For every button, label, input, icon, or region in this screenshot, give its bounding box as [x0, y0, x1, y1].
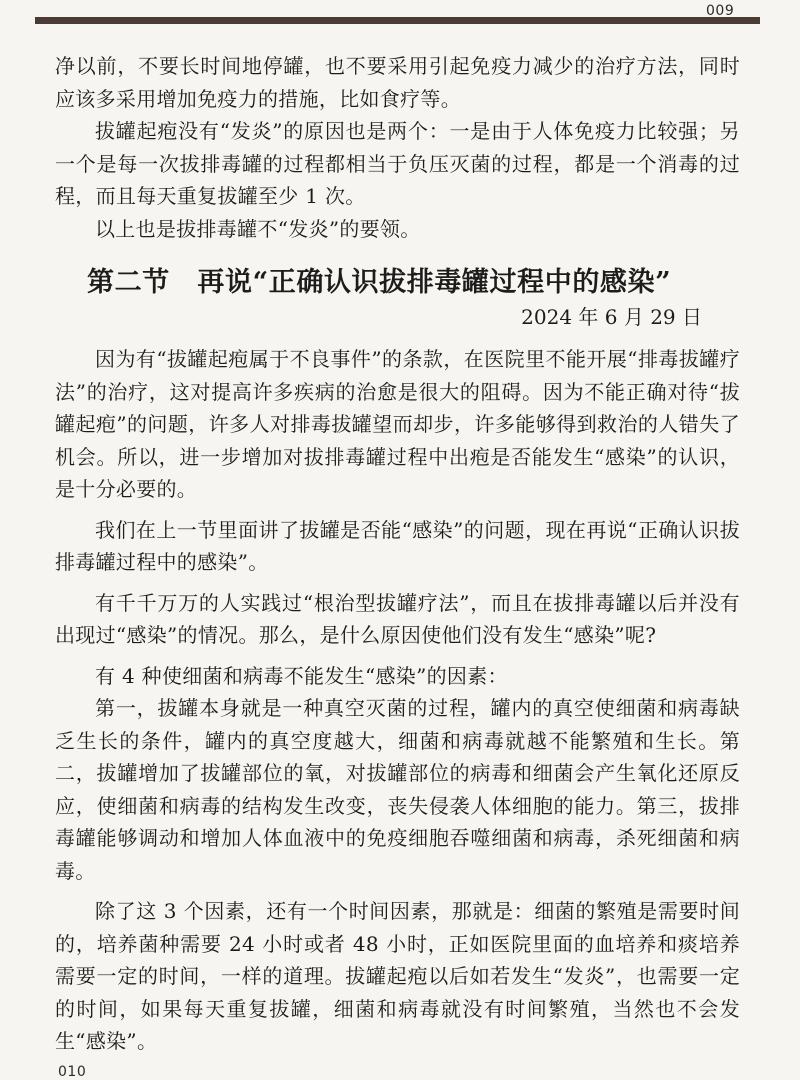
- section-title: 第二节 再说“正确认识拔排毒罐过程中的感染”: [87, 267, 672, 298]
- paragraph: 有千千万万的人实践过“根治型拔罐疗法”，而且在拔排毒罐以后并没有出现过“感染”的情况。那么，是什么原因使他们没有发生“感染”呢?: [55, 590, 740, 647]
- page-number-top: 009: [706, 3, 735, 19]
- paragraph: 第一，拔罐本身就是一种真空灭菌的过程，罐内的真空使细菌和病毒缺乏生长的条件，罐内的真空度越大，细菌和病毒就越不能繁殖和生长。第二，拔罐增加了拔罐部位的氧，对拔罐部位的病毒和细菌会产生氧化还原反应，使细菌和病毒的结构发生改变，丧失侵袭人体细胞的能力。第三，拔排毒罐能够调动和增加人体血液中的免疫细胞吞噬细菌和病毒，杀死细菌和病毒。: [55, 696, 740, 883]
- page-number-bottom: 010: [58, 1064, 87, 1080]
- paragraph: 因为有“拔罐起疱属于不良事件”的条款，在医院里不能开展“排毒拔罐疗法”的治疗，这对提高许多疾病的治愈是很大的阻碍。因为不能正确对待“拔罐起疱”的问题，许多人对排毒拔罐望而却步，许多能够得到救治的人错失了机会。所以，进一步增加对拔排毒罐过程中出疱是否能发生“感染”的认识，是十分必要的。: [55, 347, 740, 501]
- paragraph: 净以前，不要长时间地停罐，也不要采用引起免疫力减少的治疗方法，同时应该多采用增加免疫力的措施，比如食疗等。: [55, 54, 740, 111]
- paragraph: 以上也是拔排毒罐不“发炎”的要领。: [95, 216, 421, 241]
- header-rule: [35, 17, 760, 24]
- paragraph: 我们在上一节里面讲了拔罐是否能“感染”的问题，现在再说“正确认识拔排毒罐过程中的感染”。: [55, 517, 740, 574]
- paragraph: 有 4 种使细菌和病毒不能发生“感染”的因素：: [95, 663, 508, 688]
- section-date: 2024 年 6 月 29 日: [521, 305, 702, 329]
- paragraph: 除了这 3 个因素，还有一个时间因素，那就是：细菌的繁殖是需要时间的，培养菌种需要 24 小时或者 48 小时，正如医院里面的血培养和痰培养需要一定的时间，一样的道理。拔罐起疱以后如若发生“发炎”，也需要一定的时间，如果每天重复拔罐，细菌和病毒就没有时间繁殖，当然也不会发生“感染”。: [55, 899, 740, 1053]
- paragraph: 拔罐起疱没有“发炎”的原因也是两个：一是由于人体免疫力比较强；另一个是每一次拔排毒罐的过程都相当于负压灭菌的过程，都是一个消毒的过程，而且每天重复拔罐至少 1 次。: [55, 119, 740, 208]
- page-content: [55, 50, 740, 1058]
